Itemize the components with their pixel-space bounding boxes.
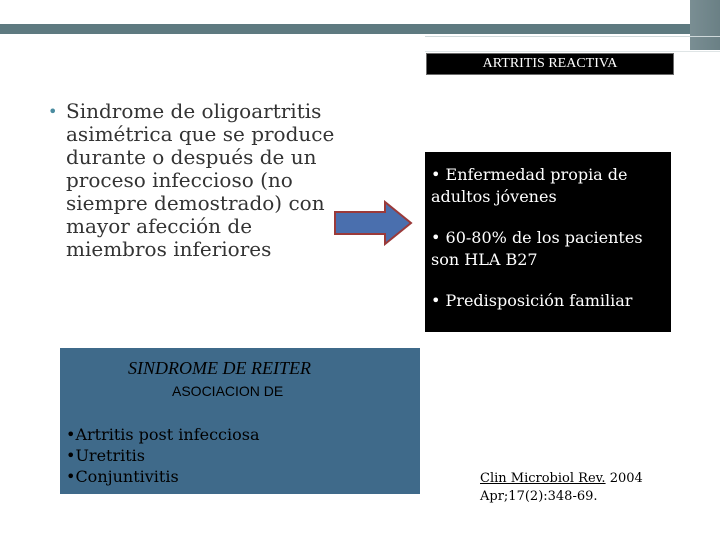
decorative-lines	[425, 36, 720, 52]
reiter-item: •Artritis post infecciosa	[66, 425, 260, 444]
reiter-item: •Conjuntivitis	[66, 467, 179, 486]
citation-year: 2004	[609, 471, 643, 486]
info-item: • 60-80% de los pacientes son HLA B27	[431, 228, 643, 269]
header-band	[0, 24, 720, 34]
reiter-item: •Uretritis	[66, 446, 145, 465]
citation-details: Apr;17(2):348-69.	[480, 489, 598, 504]
header-band-light	[0, 0, 720, 24]
citation	[480, 470, 690, 506]
definition-text: Sindrome de oligoartritis asimétrica que se produce durante o después de un proceso infeccioso (no siempre demostrado) con mayor afección de miembros inferiores	[66, 99, 335, 261]
info-box	[425, 152, 671, 332]
reiter-title: SINDROME DE REITER	[128, 358, 311, 378]
info-item: • Enfermedad propia de adultos jóvenes	[431, 165, 628, 206]
reiter-subtitle: ASOCIACION DE	[172, 383, 284, 399]
citation-journal-link[interactable]: Clin Microbiol Rev.	[480, 471, 606, 486]
reiter-box	[60, 348, 420, 494]
definition-bullet	[48, 100, 356, 261]
info-item: • Predisposición familiar	[431, 291, 633, 310]
slide-title: ARTRITIS REACTIVA	[426, 53, 674, 75]
right-arrow-icon	[333, 200, 413, 246]
bullet-dot: •	[48, 102, 58, 121]
reiter-list	[66, 424, 260, 487]
